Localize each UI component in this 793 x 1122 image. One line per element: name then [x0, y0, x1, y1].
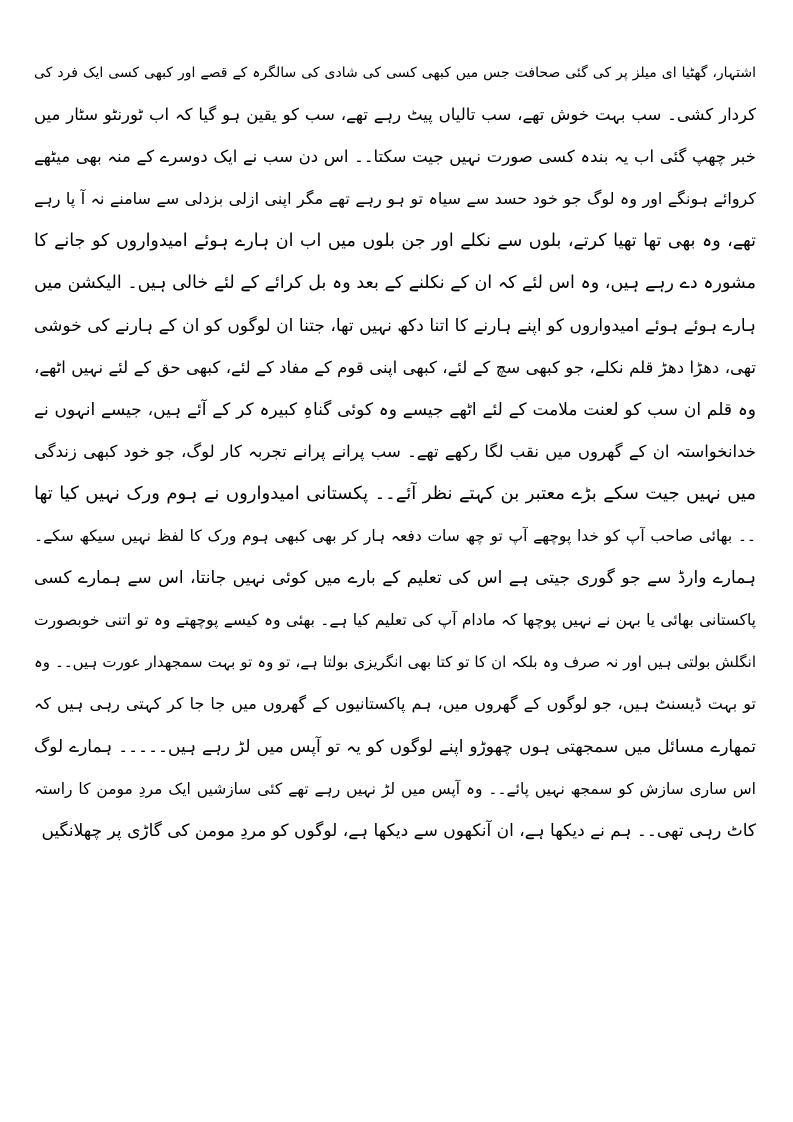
text-line: خدانخواستہ ان کے گھروں میں نقب لگا رکھے تھے۔ سب پرانے پرانے تجربہ کار لوگ، جو خود کبھی زندگی — [34, 441, 756, 461]
text-line: انگلش بولتی ہیں اور نہ صرف وہ بلکہ ان کا تو کتا بھی انگریزی بولتا ہے، تو وہ تو بہت سمجھدار عورت ہیں۔۔ وہ — [34, 653, 756, 672]
text-line: مشورہ دے رہے ہیں، وہ اس لئے کہ ان کے نکلنے کے بعد وہ بل کرائے کے لئے خالی ہیں۔ الیکشن میں — [34, 273, 756, 294]
urdu-text-body — [34, 52, 756, 852]
text-line: تو بہت ڈیسنٹ ہیں، جو لوگوں کے گھروں میں، ہم پاکستانیوں کے گھروں میں جا جا کر کہتی رہی ہیں کہ — [34, 694, 756, 714]
text-line: کروائے ہونگے اور وہ لوگ جو خود حسد سے سیاہ تو ہو رہے تھے مگر اپنی ازلی بزدلی سے سامنے نہ آ پا رہے — [34, 189, 756, 209]
text-line: کردار کشی۔ سب بہت خوش تھے، سب تالیاں پیٹ رہے تھے، سب کو یقین ہو گیا کہ اب ٹورنٹو سٹار میں — [34, 105, 756, 125]
text-line: کاٹ رہی تھی۔۔ ہم نے دیکھا ہے، ان آنکھوں سے دیکھا ہے، لوگوں کو مردِ مومن کی گاڑی پر چھلانگیں — [41, 820, 756, 841]
text-line: تھے، وہ بھی تھا تھیا کرتے، بلوں سے نکلے اور جن بلوں میں اب ان ہارے ہوئے امیدواروں کو جانے کا — [34, 231, 756, 252]
text-line: پاکستانی بھائی یا بہن نے نہیں پوچھا کہ مادام آپ کی تعلیم کیا ہے۔ بھئی وہ کیسے پوچھتے وہ تو اتنی خوبصورت — [34, 611, 756, 630]
text-line: ہمارے وارڈ سے جو گوری جیتی ہے اس کی تعلیم کے بارے میں کوئی نہیں جانتا، اس سے ہمارے کسی — [34, 568, 756, 589]
text-line: اس ساری سازش کو سمجھ نہیں پائے۔۔ وہ آپس میں لڑ نہیں رہے تھے کئی سازشیں ایک مردِ مومن کا راستہ — [34, 779, 756, 798]
text-line: خبر چھپ گئی اب یہ بندہ کسی صورت نہیں جیت سکتا۔۔ اس دن سب نے ایک دوسرے کے منہ بھی میٹھے — [34, 147, 756, 167]
text-line: تمھارے مسائل میں سمجھتی ہوں چھوڑو اپنے لوگوں کو یہ تو آپس میں لڑ رہے ہیں۔۔۔۔۔ ہمارے لوگ — [34, 736, 756, 757]
text-line: ہارے ہوئے ہوئے امیدواروں کو اپنے ہارنے کا اتنا دکھ نہیں تھا، جتنا ان لوگوں کو ان کے ہارنے کی خوشی — [34, 315, 756, 336]
text-line: ۔۔ بھائی صاحب آپ کو خدا پوچھے آپ تو چھ سات دفعہ ہار کر بھی کبھی ہوم ورک کا لفظ نہیں سیکھ سکے۔ — [34, 527, 756, 546]
text-line: میں نہیں جیت سکے بڑے معتبر بن کہتے نظر آئے۔۔ پکستانی امیدواروں نے ہوم ورک نہیں کیا تھا — [34, 482, 756, 504]
text-line: اشتہار، گھٹیا ای میلز پر کی گئی صحافت جس میں کبھی کسی کی شادی کی سالگرہ کے قصے اور کبھی کسی ایک فرد کی — [34, 65, 756, 81]
text-line: تھی، دھڑا دھڑ قلم نکلے، جو کبھی سچ کے لئے، کبھی اپنی قوم کے مفاد کے لئے، کبھی حق کے لئے نہیں اٹھے، — [34, 357, 756, 377]
text-line: وہ قلم ان سب کو لعنت ملامت کے لئے اٹھے جیسے وہ کوئی گناہِ کبیرہ کر کے آئے ہیں، جیسے انہوں نے — [34, 399, 756, 420]
